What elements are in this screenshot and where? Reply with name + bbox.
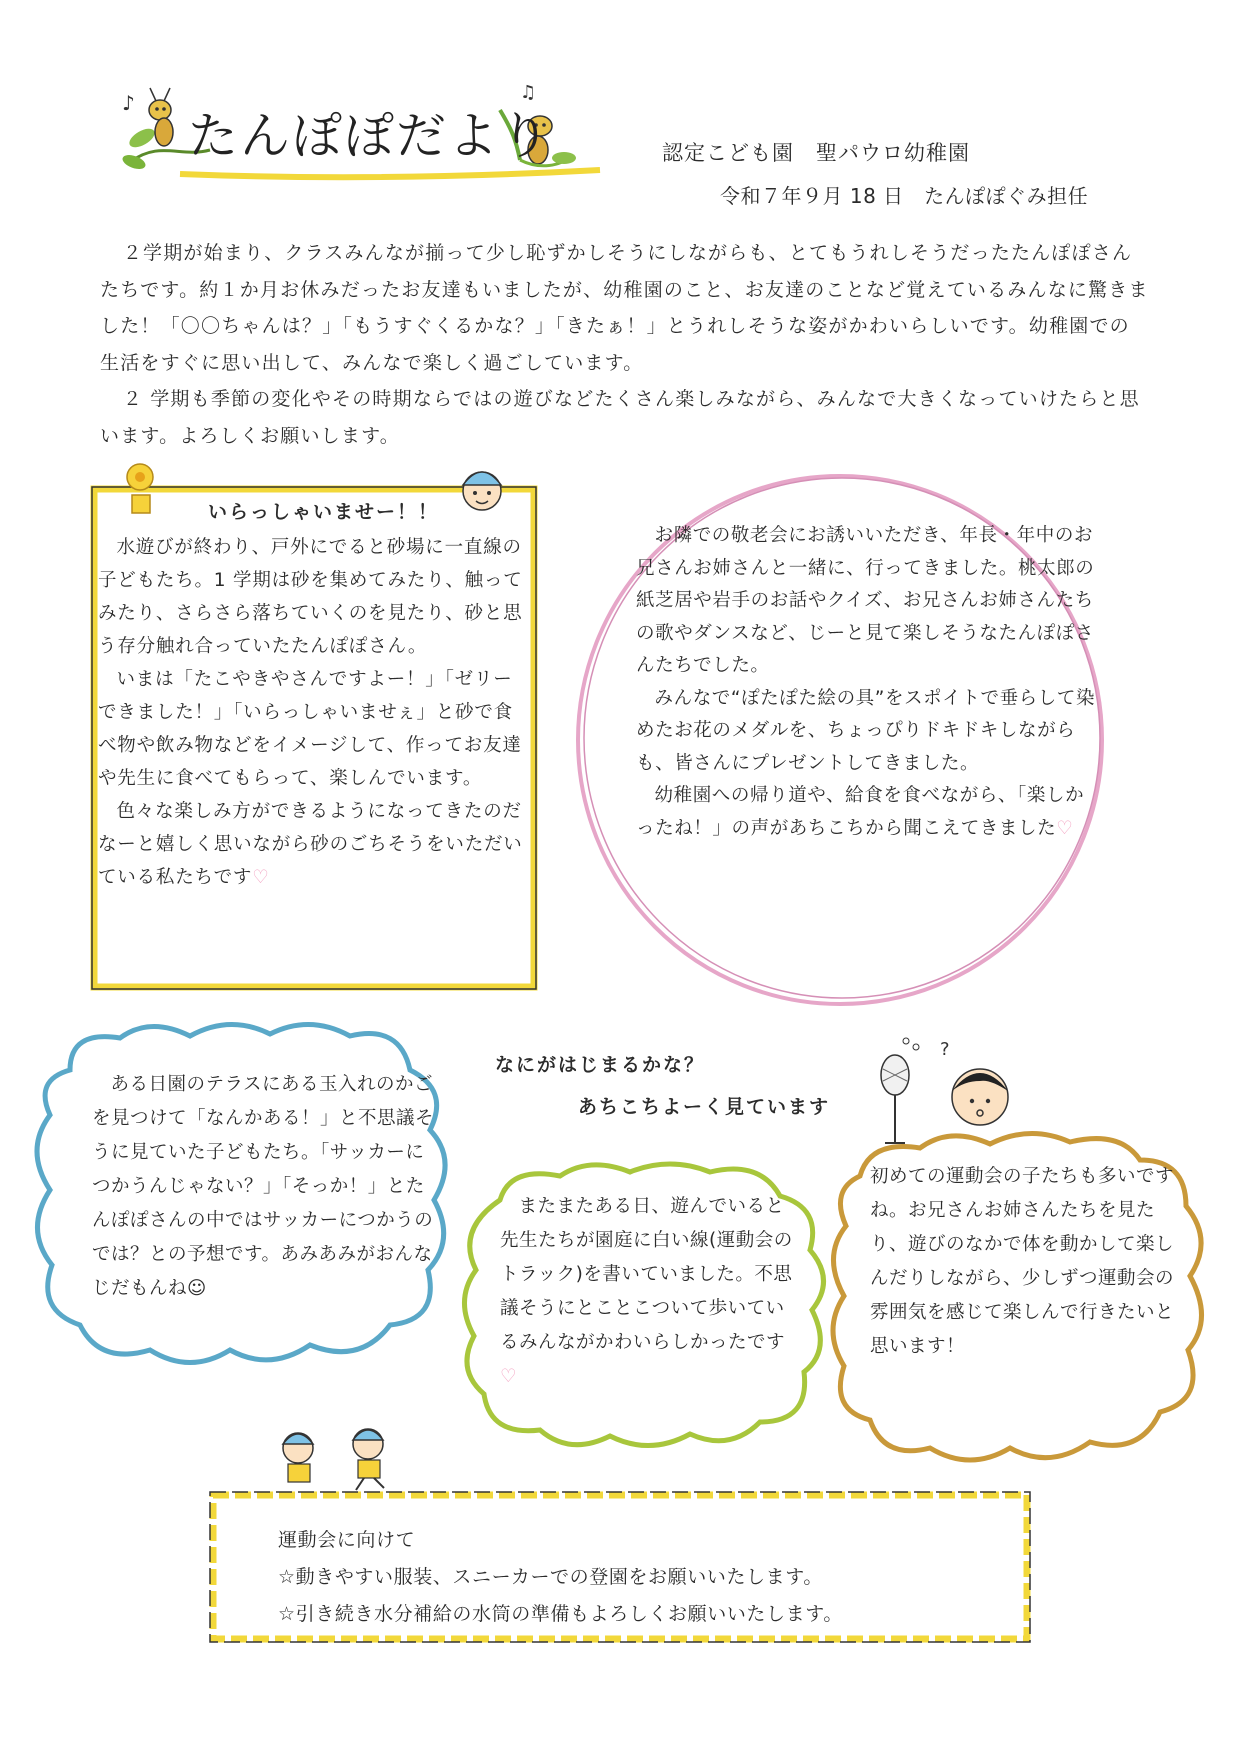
keirou-article (636, 520, 1096, 845)
intro-text (100, 235, 1150, 454)
heart-icon: ♡ (500, 1366, 518, 1387)
intro-paragraph: ２ 学期も季節の変化やその時期ならではの遊びなどたくさん楽しみながら、みんなで大きくなっていけたらと思います。よろしくお願いします。 (100, 388, 1140, 447)
organization-name: 認定こども園 聖パウロ幼稚園 (662, 141, 970, 165)
music-note-icon: ♫ (520, 82, 537, 103)
intro-paragraph: ２学期が始まり、クラスみんなが揃って少し恥ずかしそうにしながらも、とてもうれしそうだったたんぽぽさんたちです。約１か月お休みだったお友達もいましたが、幼稚園のこと、お友達のことなど覚えているみんなに驚きました！「〇〇ちゃんは？」「もうすぐくるかな？」「きたぁ！」とうれしそうな姿がかわいらしいです。幼稚園での生活をすぐに思い出して、みんなで楽しく過ごしています。 (100, 242, 1149, 374)
notice-heading: 運動会に向けて (278, 1529, 416, 1551)
child-face-icon (940, 1039, 1008, 1125)
sandbox-paragraph: 水遊びが終わり、戸外にでると砂場に一直線の子どもたち。1 学期は砂を集めてみたり、触ってみたり、さらさら落ちていくのを見たり、砂と思う存分触れ合っていたたんぽぽさん。 (98, 537, 523, 657)
blue-cloud-text: ある日園のテラスにある玉入れのかごを見つけて「なんかある！」と不思議そうに見ていた子どもたち。「サッカーにつかうんじゃない？」「そっか！」とたんぽぽさんの中ではサッカーにつかうのでは？との予想です。あみあみがおんなじだもんね (92, 1074, 435, 1299)
sandbox-article (92, 487, 536, 989)
keirou-paragraph-text: 幼稚園への帰り道や、給食を食べながら、「楽しかったね！」の声があちこちから聞こえてきました (636, 785, 1085, 839)
notice-item: ☆動きやすい服装、スニーカーでの登園をお願いいたします。 (278, 1566, 823, 1588)
orange-cloud-paragraph: 初めての運動会の子たちも多いですね。お兄さんお姉さんたちを見たり、遊びのなかで体を動かして楽しんだりしながら、少しずつ運動会の雰囲気を感じて楽しんで行きたいと思います！ (870, 1166, 1175, 1357)
notice-box (210, 1492, 1030, 1642)
notice-item: ☆引き続き水分補給の水筒の準備もよろしくお願いいたします。 (278, 1603, 843, 1625)
keirou-paragraph: お隣での敬老会にお誘いいただき、年長・年中のお兄さんお姉さんと一緒に、行ってきました。桃太郎の紙芝居や岩手のお話やクイズ、お兄さんお姉さんたちの歌やダンスなど、じーと見て楽しそうなたんぽぽさんたちでした。 (636, 525, 1095, 676)
caption-illustration (860, 1035, 1030, 1145)
music-note-icon: ♪ (122, 91, 135, 115)
smile-face-icon: ☺ (187, 1278, 207, 1299)
caption-line1: なにがはじまるかな？ (495, 1054, 706, 1076)
running-children-icon (268, 1424, 428, 1494)
sandbox-body (98, 531, 528, 894)
blue-cloud-paragraph (92, 1068, 438, 1306)
newsletter-header (120, 70, 650, 180)
blue-cloud-article (92, 1068, 438, 1306)
sandbox-title: いらっしゃいませー！！ (208, 501, 440, 523)
orange-cloud-article (870, 1160, 1180, 1364)
notice-body (278, 1522, 843, 1633)
green-cloud-article (500, 1190, 800, 1394)
green-cloud-text: またまたある日、遊んでいると先生たちが園庭に白い線(運動会のトラック)を書いていました。不思議そうにとことこついて歩いているみんながかわいらしかったです (500, 1196, 793, 1353)
child-face-icon (463, 472, 501, 510)
svg-text:?: ? (940, 1039, 950, 1060)
sandbox-paragraph: いまは「たこやきやさんですよー！」「ゼリーできました！」「いらっしゃいませぇ」と砂で食べ物や飲み物などをイメージして、作ってお友達や先生に食べてもらって、楽しんでいます。 (98, 669, 522, 789)
microphone-icon (881, 1038, 919, 1143)
page-title: たんぽぽだより (188, 107, 552, 165)
caption-line2: あちこちよーく見ています (578, 1096, 831, 1118)
sandbox-paragraph (98, 795, 528, 894)
sandbox-paragraph-text: 色々な楽しみ方ができるようになってきたのだなーと嬉しく思いながら砂のごちそうをいただいている私たちです (98, 801, 523, 888)
date-line: 令和７年９月 18 日 たんぽぽぐみ担任 (720, 184, 1089, 208)
keirou-paragraph: みんなで“ぽたぽた絵の具”をスポイトで垂らして染めたお花のメダルを、ちょっぴりドキドキしながらも、皆さんにプレゼントしてきました。 (636, 687, 1096, 774)
green-cloud-paragraph (500, 1190, 800, 1394)
heart-icon: ♡ (252, 867, 270, 888)
keirou-paragraph (636, 780, 1096, 845)
heart-icon: ♡ (1056, 817, 1074, 839)
